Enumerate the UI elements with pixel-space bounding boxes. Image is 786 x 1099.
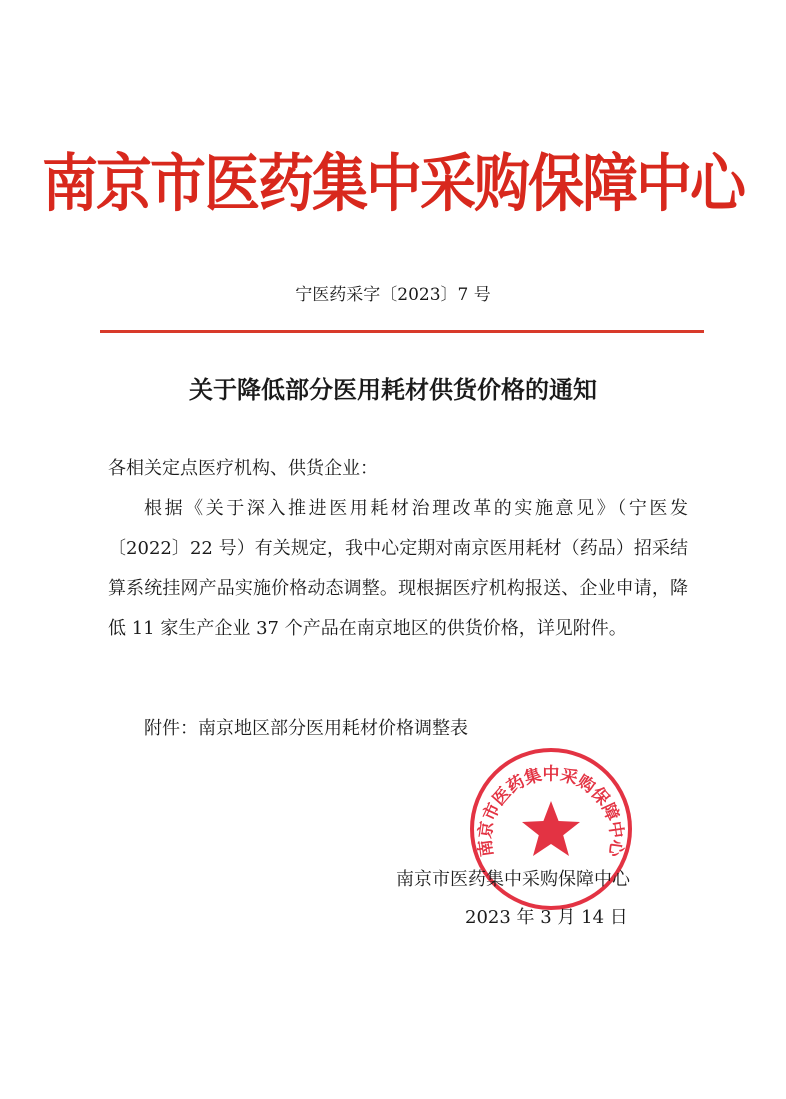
star-icon (522, 801, 580, 856)
document-number: 宁医药采字〔2023〕7 号 (295, 285, 491, 305)
attachment-line: 附件：南京地区部分医用耗材价格调整表 (144, 718, 468, 739)
salutation: 各相关定点医疗机构、供货企业： (108, 458, 378, 479)
seal-text: 南京市医药集中采购保障中心 (475, 764, 627, 858)
org-header: 南京市医药集中采购保障中心 (42, 147, 744, 221)
issue-date: 2023 年 3 月 14 日 (465, 907, 628, 928)
notice-title: 关于降低部分医用耗材供货价格的通知 (189, 376, 597, 404)
notice-body: 根据《关于深入推进医用耗材治理改革的实施意见》（宁医发〔2022〕22 号）有关规定，我中心定期对南京医用耗材（药品）招采结算系统挂网产品实施价格动态调整。现根据医疗机构报送、企业申请，降低 11 家生产企业 37 个产品在南京地区的供货价格，详见附件。 (108, 498, 688, 639)
header-divider (100, 330, 704, 333)
signer-name: 南京市医药集中采购保障中心 (396, 869, 630, 890)
